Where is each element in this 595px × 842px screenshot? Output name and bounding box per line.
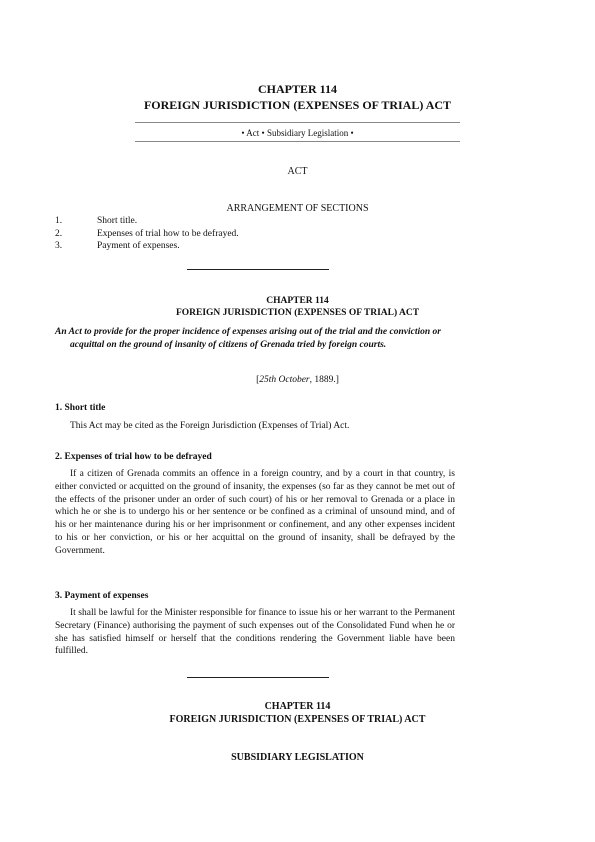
act-commencement-date	[0, 374, 595, 387]
act-heading: ACT	[287, 166, 308, 177]
act-long-title: An Act to provide for the proper incidence of expenses arising out of the trial and the conviction or acquittal on the ground of insanity of citizens of Grenada tried by foreign courts.	[55, 327, 441, 350]
act-chapter-number: CHAPTER 114	[266, 296, 329, 306]
section-text: It shall be lawful for the Minister responsible for finance to issue his or her warrant to the Permanent Secretary (Finance) authorising the payment of such expenses out of the Consolidated Fund when he or she has satisfied himself or herself that the conditions rendering the Government liable have been fulfilled.	[55, 608, 455, 657]
arrangement-item[interactable]	[55, 229, 239, 239]
date-rest: , 1889.]	[309, 375, 339, 385]
arrangement-item-number: 1.	[55, 216, 63, 226]
date-bracket: [	[256, 375, 260, 385]
page-chapter-number: CHAPTER 114	[257, 82, 337, 96]
act-title: FOREIGN JURISDICTION (EXPENSES OF TRIAL) ACT	[175, 308, 420, 318]
nav-bullet: •	[261, 128, 265, 138]
nav-top-rule	[135, 122, 460, 123]
date-italic: 25th October	[259, 375, 310, 385]
arrangement-item-label: Payment of expenses.	[97, 241, 180, 251]
nav-bullet: •	[241, 128, 245, 138]
arrangement-heading: ARRANGEMENT OF SECTIONS	[226, 203, 369, 214]
section-separator	[187, 269, 329, 270]
arrangement-item-number: 3.	[55, 241, 63, 251]
section-text: If a citizen of Grenada commits an offence in a foreign country, and by a court in that country, is either convicted or acquitted on the ground of insanity, the expenses (so far as they cannot be met out of the effects of the prisoner under an order of such court) of his or her removal to Grenada or a place in which he or she is to undergo his or her sentence or be confined as a criminal of unsound mind, and of his or her maintenance during his or her imprisonment or confinement, and any other expenses incident to his or her conviction, or his or her acquittal on the ground of insanity, shall be defrayed by the Government.	[55, 469, 455, 556]
subsidiary-title: FOREIGN JURISDICTION (EXPENSES OF TRIAL) ACT	[169, 714, 426, 725]
arrangement-item-number: 2.	[55, 229, 63, 239]
section-separator	[187, 677, 329, 678]
arrangement-item-label: Short title.	[97, 216, 138, 226]
page-title: FOREIGN JURISDICTION (EXPENSES OF TRIAL) ACT	[143, 98, 452, 112]
arrangement-item[interactable]	[55, 216, 137, 226]
arrangement-item-label: Expenses of trial how to be defrayed.	[97, 229, 239, 239]
section-heading: 3. Payment of expenses	[55, 591, 149, 601]
section-heading: 2. Expenses of trial how to be defrayed	[55, 452, 212, 462]
nav-act-link[interactable]: Act	[246, 128, 260, 138]
nav-subsidiary-link[interactable]: Subsidiary Legislation	[266, 128, 349, 138]
section-nav	[0, 128, 595, 138]
nav-bullet: •	[350, 128, 354, 138]
section-text: This Act may be cited as the Foreign Jurisdiction (Expenses of Trial) Act.	[70, 421, 350, 431]
subsidiary-heading: SUBSIDIARY LEGISLATION	[231, 752, 364, 763]
section-heading: 1. Short title	[55, 403, 106, 413]
subsidiary-chapter-number: CHAPTER 114	[264, 701, 331, 712]
arrangement-item[interactable]	[55, 241, 180, 251]
nav-bottom-rule	[135, 141, 460, 142]
